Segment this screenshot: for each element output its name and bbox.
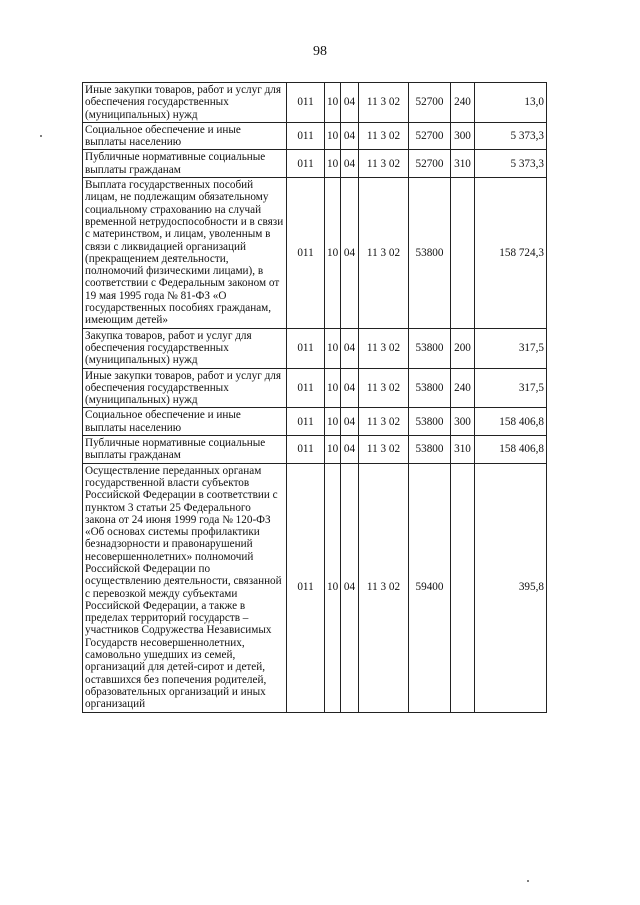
- program-code: 11 3 02: [359, 150, 409, 178]
- table-row: [83, 408, 547, 436]
- row-description: Выплата государственных пособий лицам, не подлежащим обязательному социальному страхованию на случай временной нетрудоспособности и в связи с материнством, и лицам, уволенным в связи с ликвидацией организаций (прекращением деятельности, полномочий физическими лицами), в соответствии с Федеральным законом от 19 мая 1995 года № 81-ФЗ «О государственных пособиях гражданам, имеющим детей»: [83, 178, 287, 329]
- section-code: 10: [325, 122, 341, 150]
- ministry-code: 011: [287, 328, 325, 368]
- row-description: Социальное обеспечение и иные выплаты населению: [83, 408, 287, 436]
- row-description: Публичные нормативные социальные выплаты гражданам: [83, 150, 287, 178]
- article-code: 53800: [409, 436, 451, 464]
- article-code: 53800: [409, 368, 451, 408]
- subsection-code: 04: [341, 368, 359, 408]
- expense-type-code: 240: [451, 83, 475, 123]
- table-row: [83, 122, 547, 150]
- row-description: Социальное обеспечение и иные выплаты населению: [83, 122, 287, 150]
- section-code: 10: [325, 463, 341, 712]
- ministry-code: 011: [287, 408, 325, 436]
- table-row: [83, 368, 547, 408]
- program-code: 11 3 02: [359, 328, 409, 368]
- row-description: Иные закупки товаров, работ и услуг для обеспечения государственных (муниципальных) нужд: [83, 368, 287, 408]
- section-code: 10: [325, 368, 341, 408]
- section-code: 10: [325, 83, 341, 123]
- scan-speck: [527, 880, 529, 882]
- section-code: 10: [325, 436, 341, 464]
- amount: 158 724,3: [475, 178, 547, 329]
- table-row: [83, 150, 547, 178]
- subsection-code: 04: [341, 122, 359, 150]
- row-description: Иные закупки товаров, работ и услуг для обеспечения государственных (муниципальных) нужд: [83, 83, 287, 123]
- program-code: 11 3 02: [359, 368, 409, 408]
- amount: 395,8: [475, 463, 547, 712]
- ministry-code: 011: [287, 150, 325, 178]
- expense-type-code: [451, 463, 475, 712]
- ministry-code: 011: [287, 436, 325, 464]
- program-code: 11 3 02: [359, 463, 409, 712]
- table-row: [83, 436, 547, 464]
- expense-type-code: 300: [451, 122, 475, 150]
- program-code: 11 3 02: [359, 178, 409, 329]
- section-code: 10: [325, 408, 341, 436]
- subsection-code: 04: [341, 463, 359, 712]
- page-number: 98: [313, 44, 327, 59]
- table-row: [83, 178, 547, 329]
- ministry-code: 011: [287, 83, 325, 123]
- ministry-code: 011: [287, 463, 325, 712]
- expense-type-code: 300: [451, 408, 475, 436]
- subsection-code: 04: [341, 408, 359, 436]
- subsection-code: 04: [341, 436, 359, 464]
- table-body: [83, 83, 547, 713]
- amount: 158 406,8: [475, 408, 547, 436]
- amount: 317,5: [475, 368, 547, 408]
- article-code: 53800: [409, 328, 451, 368]
- budget-table: [82, 82, 547, 713]
- amount: 5 373,3: [475, 150, 547, 178]
- article-code: 52700: [409, 83, 451, 123]
- program-code: 11 3 02: [359, 83, 409, 123]
- section-code: 10: [325, 150, 341, 178]
- row-description: Осуществление переданных органам государственной власти субъектов Российской Федерации в соответствии с пунктом 3 статьи 25 Федерального закона от 24 июня 1999 года № 120-ФЗ «Об основах системы профилактики безнадзорности и правонарушений несовершеннолетних» полномочий Российской Федерации по осуществлению деятельности, связанной с перевозкой между субъектами Российской Федерации, а также в пределах территорий государств – участников Содружества Независимых Государств несовершеннолетних, самовольно ушедших из семей, организаций для детей-сирот и детей, оставшихся без попечения родителей, образовательных организаций и иных организаций: [83, 463, 287, 712]
- row-description: Публичные нормативные социальные выплаты гражданам: [83, 436, 287, 464]
- subsection-code: 04: [341, 83, 359, 123]
- subsection-code: 04: [341, 150, 359, 178]
- amount: 158 406,8: [475, 436, 547, 464]
- amount: 5 373,3: [475, 122, 547, 150]
- ministry-code: 011: [287, 368, 325, 408]
- program-code: 11 3 02: [359, 436, 409, 464]
- expense-type-code: [451, 178, 475, 329]
- amount: 317,5: [475, 328, 547, 368]
- expense-type-code: 310: [451, 436, 475, 464]
- article-code: 52700: [409, 122, 451, 150]
- section-code: 10: [325, 328, 341, 368]
- expense-type-code: 240: [451, 368, 475, 408]
- article-code: 52700: [409, 150, 451, 178]
- section-code: 10: [325, 178, 341, 329]
- scan-speck: [40, 135, 42, 137]
- expense-type-code: 310: [451, 150, 475, 178]
- program-code: 11 3 02: [359, 122, 409, 150]
- table-row: [83, 83, 547, 123]
- subsection-code: 04: [341, 328, 359, 368]
- table-row: [83, 328, 547, 368]
- amount: 13,0: [475, 83, 547, 123]
- table-row: [83, 463, 547, 712]
- article-code: 53800: [409, 178, 451, 329]
- expense-type-code: 200: [451, 328, 475, 368]
- program-code: 11 3 02: [359, 408, 409, 436]
- subsection-code: 04: [341, 178, 359, 329]
- article-code: 53800: [409, 408, 451, 436]
- ministry-code: 011: [287, 122, 325, 150]
- ministry-code: 011: [287, 178, 325, 329]
- article-code: 59400: [409, 463, 451, 712]
- row-description: Закупка товаров, работ и услуг для обеспечения государственных (муниципальных) нужд: [83, 328, 287, 368]
